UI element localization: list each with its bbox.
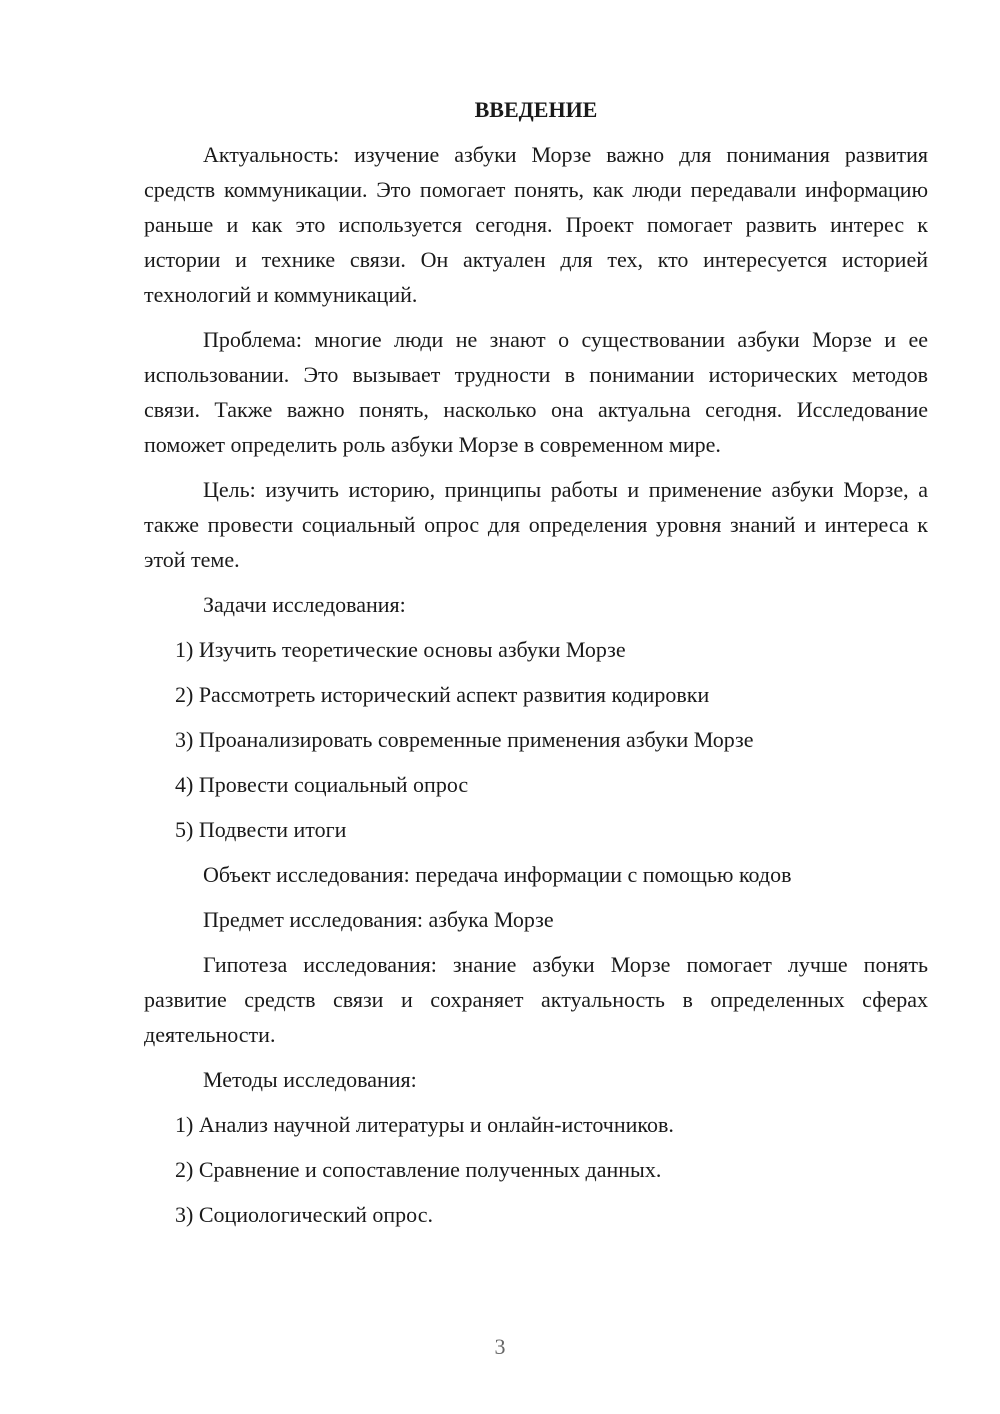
- list-item: 3) Проанализировать современные применения азбуки Морзе: [175, 727, 754, 752]
- methods-list: [144, 1107, 928, 1232]
- relevance-paragraph: Актуальность: изучение азбуки Морзе важно для понимания развития средств коммуникации. Это помогает понять, как люди передавали информацию раньше и как это используется сегодня. Проект помогает развить интерес к истории и технике связи. Он актуален для тех, кто интересуется историей технологий и коммуникаций.: [144, 142, 928, 307]
- subject-line: Предмет исследования: азбука Морзе: [203, 907, 554, 932]
- list-item: 2) Сравнение и сопоставление полученных данных.: [175, 1157, 662, 1182]
- tasks-list: [144, 632, 928, 847]
- page-content: [144, 95, 928, 1242]
- problem-paragraph: Проблема: многие люди не знают о существовании азбуки Морзе и ее использовании. Это вызывает трудности в понимании исторических методов связи. Также важно понять, насколько она актуальна сегодня. Исследование поможет определить роль азбуки Морзе в современном мире.: [144, 327, 928, 457]
- hypothesis-paragraph: Гипотеза исследования: знание азбуки Морзе помогает лучше понять развитие средств связи и сохраняет актуальность в определенных сферах деятельности.: [144, 952, 928, 1047]
- list-item: 3) Социологический опрос.: [175, 1202, 433, 1227]
- page-title: ВВЕДЕНИЕ: [474, 97, 598, 122]
- methods-heading: Методы исследования:: [203, 1067, 417, 1092]
- goal-paragraph: Цель: изучить историю, принципы работы и применение азбуки Морзе, а также провести социальный опрос для определения уровня знаний и интереса к этой теме.: [144, 477, 928, 572]
- page-number: 3: [494, 1334, 506, 1359]
- list-item: 1) Изучить теоретические основы азбуки Морзе: [175, 637, 626, 662]
- list-item: 5) Подвести итоги: [175, 817, 347, 842]
- list-item: 4) Провести социальный опрос: [175, 772, 469, 797]
- object-line: Объект исследования: передача информации с помощью кодов: [203, 862, 792, 887]
- list-item: 1) Анализ научной литературы и онлайн-источников.: [175, 1112, 674, 1137]
- tasks-heading: Задачи исследования:: [203, 592, 406, 617]
- list-item: 2) Рассмотреть исторический аспект развития кодировки: [175, 682, 710, 707]
